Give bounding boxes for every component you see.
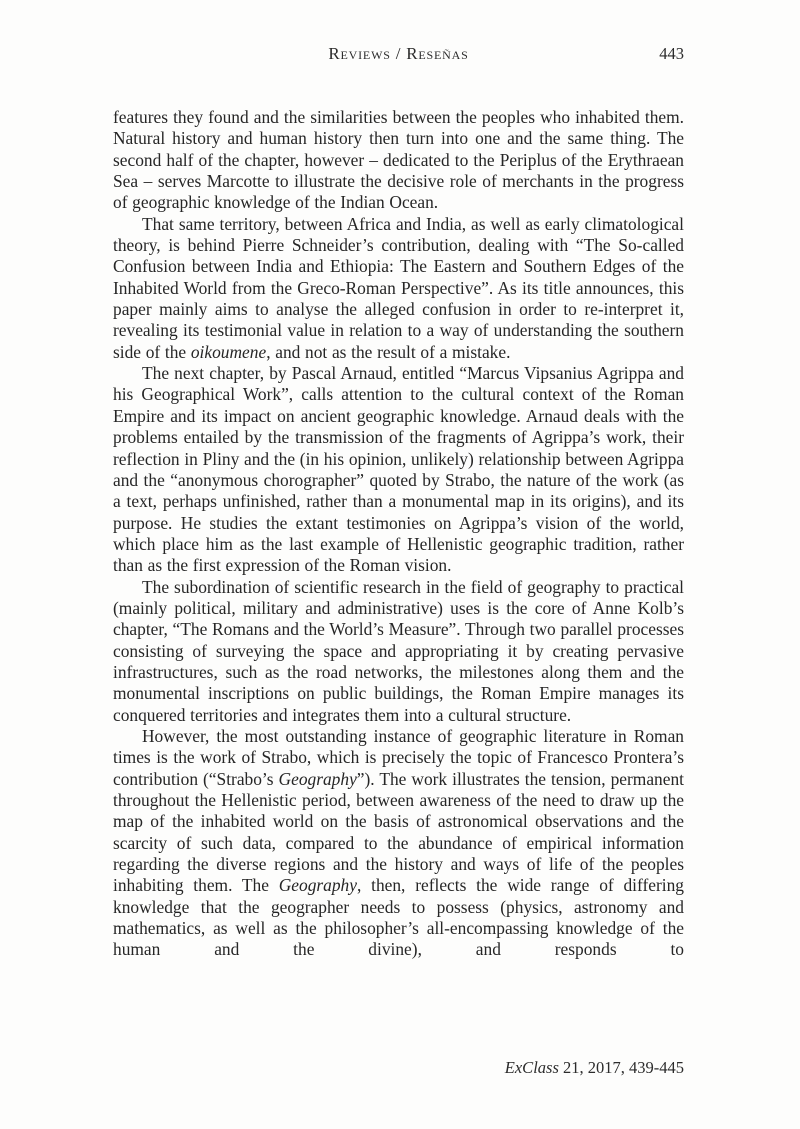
page-footer [113, 1058, 684, 1078]
paragraph [113, 214, 684, 363]
text-segment: The next chapter, by Pascal Arnaud, entitled “Marcus Vipsanius Agrippa and his Geographical Work”, calls attention to the cultural context of the Roman Empire and its impact on ancient geographic knowledge. Arnaud deals with the problems entailed by the transmission of the fragments of Agrippa’s work, their reflection in Pliny and the (in his opinion, unlikely) relationship between Agrippa and the “anonymous chorographer” quoted by Strabo, the nature of the work (as a text, perhaps unfinished, rather than a monumental map in its origins), and its purpose. He studies the extant testimonies on Agrippa’s vision of the world, which place him as the last example of Hellenistic geographic tradition, rather than as the first expression of the Roman vision. [113, 363, 684, 576]
footer-journal-title: ExClass [504, 1058, 559, 1077]
footer-citation: 21, 2017, 439-445 [558, 1058, 684, 1077]
italic-text-segment: Geography [278, 768, 357, 789]
text-segment: , then, reflects the wide range of differing knowledge that the geographer needs to possess (physics, astronomy and mathematics, as well as the philosopher’s all-encompassing knowledge of the human and the divine), and responds to [113, 875, 684, 960]
text-segment: That same territory, between Africa and India, as well as early climatological theory, is behind Pierre Schneider’s contribution, dealing with “The So-called Confusion between India and Ethiopia: The Eastern and Southern Edges of the Inhabited World from the Greco-Roman Perspective”. As its title announces, this paper mainly aims to analyse the alleged confusion in order to re-interpret it, revealing its testimonial value in relation to a way of understanding the southern side of the [113, 213, 684, 362]
paragraph [113, 107, 684, 214]
text-segment: , and not as the result of a mistake. [266, 341, 511, 362]
page-body [113, 107, 684, 961]
page-number: 443 [659, 44, 684, 63]
paragraph [113, 577, 684, 726]
italic-text-segment: Geography [278, 875, 357, 896]
italic-text-segment: oikoumene [190, 341, 267, 362]
paragraph [113, 726, 684, 961]
text-segment: ”). The work illustrates the tension, permanent throughout the Hellenistic period, between awareness of the need to draw up the map of the inhabited world on the basis of astronomical observations and the scarcity of such data, compared to the abundance of empirical information regarding the diverse regions and the history and ways of life of the peoples inhabiting them. The [113, 768, 684, 896]
paragraph [113, 363, 684, 576]
text-segment: features they found and the similarities between the peoples who inhabited them. Natural history and human history then turn into one and the same thing. The second half of the chapter, however – dedicated to the Periplus of the Erythraean Sea – serves Marcotte to illustrate the decisive role of merchants in the progress of geographic knowledge of the Indian Ocean. [113, 107, 684, 213]
text-segment: However, the most outstanding instance of geographic literature in Roman times is the work of Strabo, which is precisely the topic of Francesco Prontera’s contribution (“Strabo’s [113, 725, 684, 789]
header-title: Reviews / Reseñas [328, 44, 469, 63]
running-header [113, 44, 684, 66]
text-segment: The subordination of scientific research in the field of geography to practical (mainly political, military and administrative) uses is the core of Anne Kolb’s chapter, “The Romans and the World’s Measure”. Through two parallel processes consisting of surveying the space and appropriating it by creating pervasive infrastructures, such as the road networks, the milestones along them and the monumental inscriptions on public buildings, the Roman Empire manages its conquered territories and integrates them into a cultural structure. [113, 576, 684, 725]
